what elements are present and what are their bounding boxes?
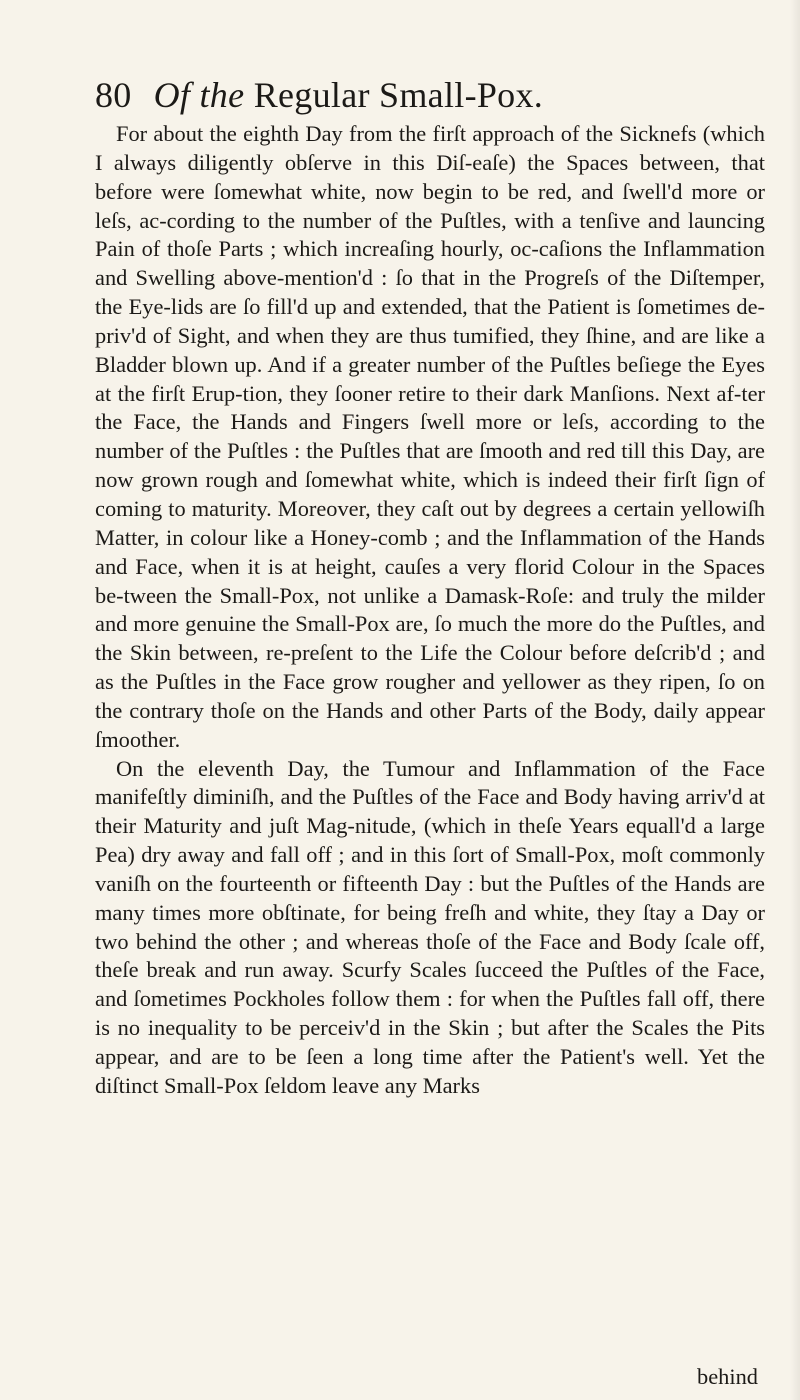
running-head-title: Regular Small-Pox. xyxy=(253,75,544,115)
running-head-italic: Of the xyxy=(153,75,245,115)
body-text xyxy=(95,120,765,1101)
running-head xyxy=(95,74,543,116)
page-edge-shadow xyxy=(790,0,800,1400)
paragraph-eighth-day: For about the eighth Day from the firſt approach of the Sicknefs (which I always diligently obſerve in this Diſ-eaſe) the Spaces between, that before were ſomewhat white, now begin to be red, and ſwell'd more or leſs, ac-cording to the number of the Puſtles, with a tenſive and launcing Pain of thoſe Parts ; which increaſing hourly, oc-caſions the Inflammation and Swelling above-mention'd : ſo that in the Progreſs of the Diſtemper, the Eye-lids are ſo fill'd up and extended, that the Patient is ſometimes de-priv'd of Sight, and when they are thus tumified, they ſhine, and are like a Bladder blown up. And if a greater number of the Puſtles beſiege the Eyes at the firſt Erup-tion, they ſooner retire to their dark Manſions. Next af-ter the Face, the Hands and Fingers ſwell more or leſs, according to the number of the Puſtles : the Puſtles that are ſmooth and red till this Day, are now grown rough and ſomewhat white, which is indeed their firſt ſign of coming to maturity. Moreover, they caſt out by degrees a certain yellowiſh Matter, in colour like a Honey-comb ; and the Inflammation of the Hands and Face, when it is at height, cauſes a very florid Colour in the Spaces be-tween the Small-Pox, not unlike a Damask-Roſe: and truly the milder and more genuine the Small-Pox are, ſo much the more do the Puſtles, and the Skin between, re-preſent to the Life the Colour before deſcrib'd ; and as the Puſtles in the Face grow rougher and yellower as they ripen, ſo on the contrary thoſe on the Hands and other Parts of the Body, daily appear ſmoother. xyxy=(95,121,765,752)
page-number: 80 xyxy=(95,75,132,115)
paragraph-eleventh-day: On the eleventh Day, the Tumour and Inflammation of the Face manifeſtly diminiſh, and the Puſtles of the Face and Body having arriv'd at their Maturity and juſt Mag-nitude, (which in theſe Years equall'd a large Pea) dry away and fall off ; and in this ſort of Small-Pox, moſt commonly vaniſh on the fourteenth or fifteenth Day : but the Puſtles of the Hands are many times more obſtinate, for being freſh and white, they ſtay a Day or two behind the other ; and whereas thoſe of the Face and Body ſcale off, theſe break and run away. Scurfy Scales ſucceed the Puſtles of the Face, and ſometimes Pockholes follow them : for when the Puſtles fall off, there is no inequality to be perceiv'd in the Skin ; but after the Scales the Pits appear, and are to be ſeen a long time after the Patient's well. Yet the diſtinct Small-Pox ſeldom leave any Marks xyxy=(95,755,765,1098)
catchword: behind xyxy=(697,1364,758,1389)
